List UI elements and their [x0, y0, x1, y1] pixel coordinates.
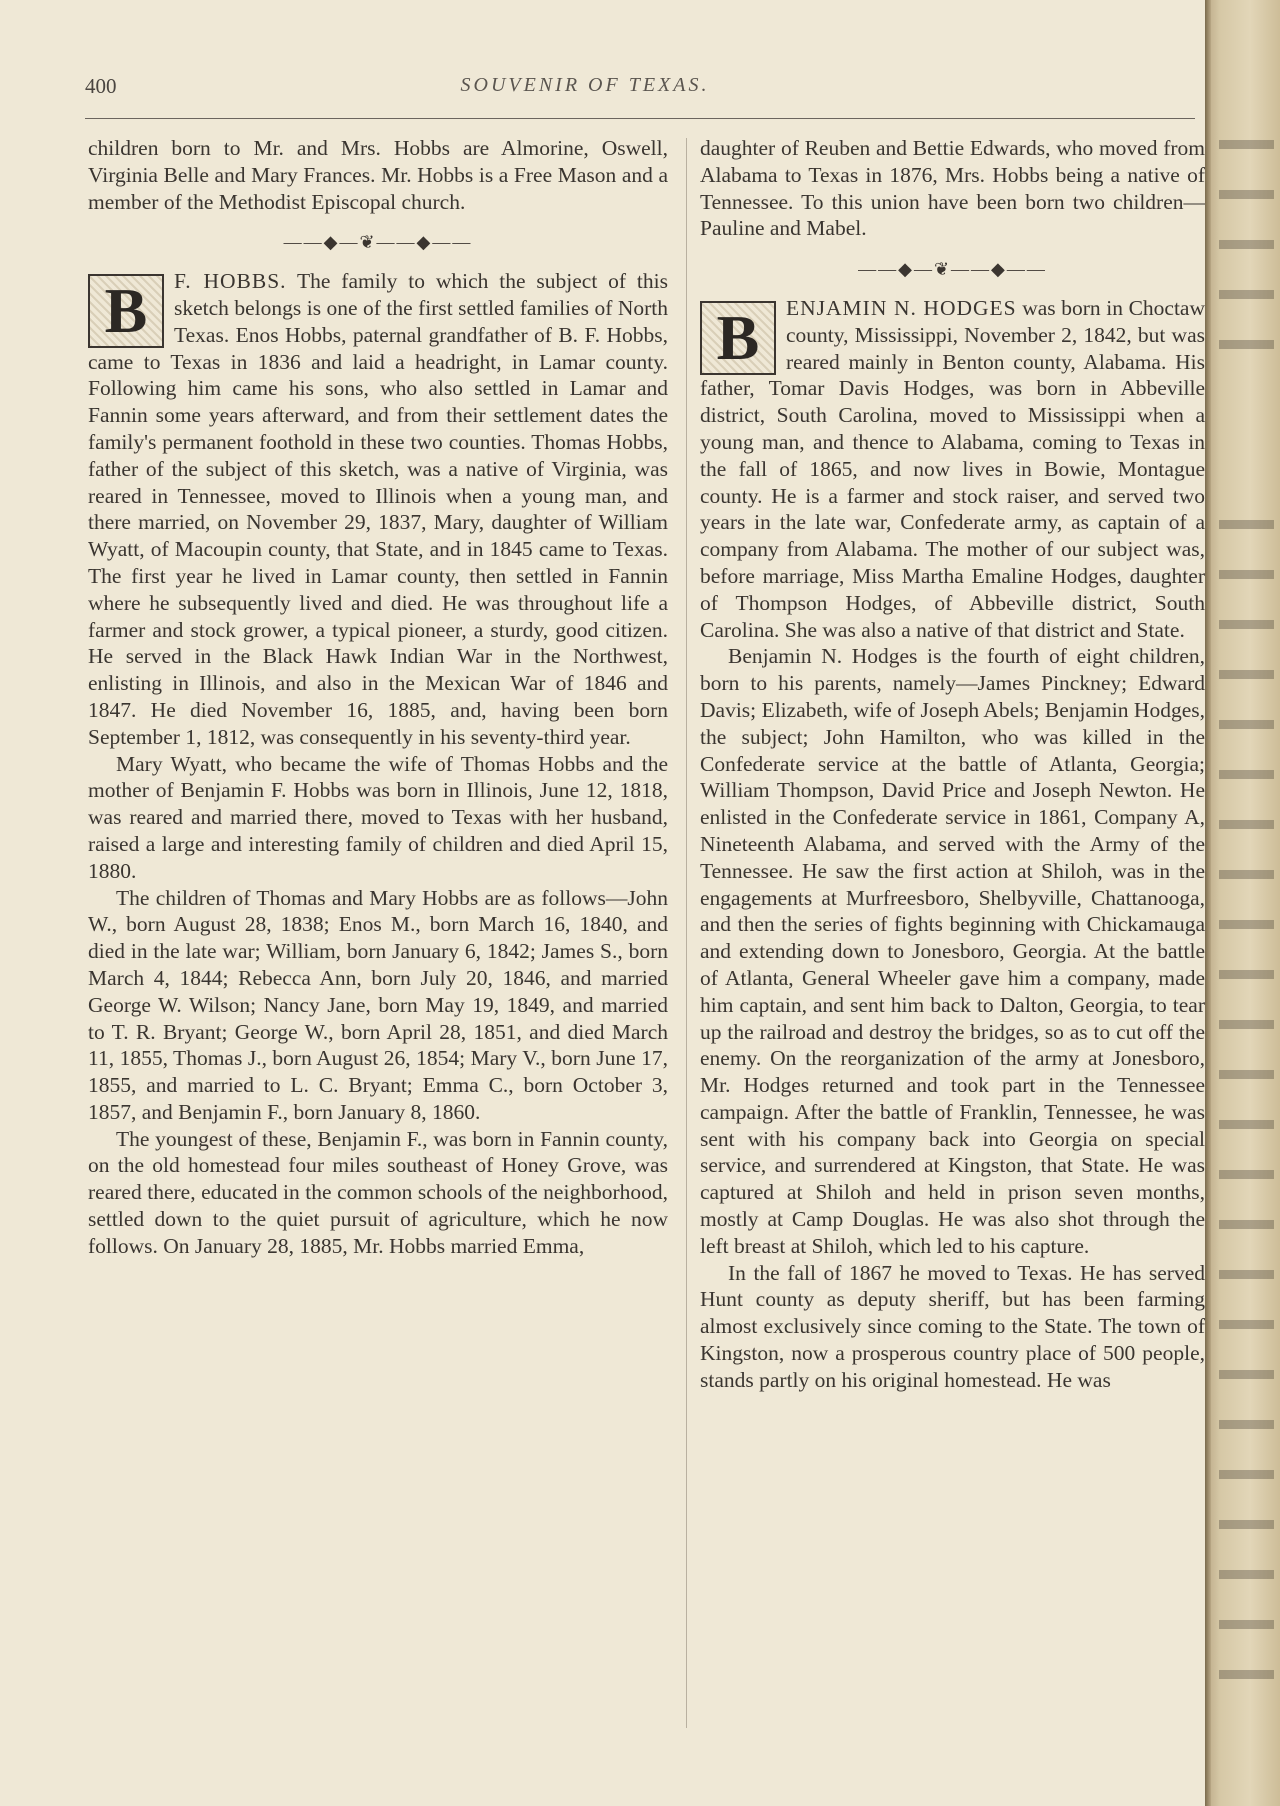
paragraph-text: The family to which the subject of this sketch belongs is one of the first settled families of North Texas. Enos Hobbs, paternal grandfather of B. F. Hobbs, came to Texas in 1836 and laid a headright, in Lamar county. Following him came his sons, who also settled in Lamar and Fannin some years afterward, and from their settlement dates the family's permanent foothold in these two counties. Thomas Hobbs, father of the subject of this sketch, was a native of Virginia, was reared in Tennessee, moved to Illinois when a young man, and there married, on November 29, 1837, Mary, daughter of William Wyatt, of Macoupin county, that State, and in 1845 came to Texas. The first year he lived in Lamar county, then settled in Fannin where he subsequently lived and died. He was throughout life a farmer and stock grower, a typical pioneer, a sturdy, good citizen. He served in the Black Hawk Indian War in the Northwest, enlisting in Illinois, and also in the Mexican War of 1846 and 1847. He died November 16, 1885, and, having been born September 1, 1812, was consequently in his seventy-third year. [88, 269, 668, 749]
sketch-name: ENJAMIN N. HODGES [786, 295, 1017, 320]
adjacent-page-edge [1205, 0, 1280, 1806]
paragraph: In the fall of 1867 he moved to Texas. He has served Hunt county as deputy sheriff, but has been farming almost exclusively since coming to the State. The town of Kingston, now a prosperous country place of 500 people, stands partly on his original homestead. He was [700, 1260, 1205, 1392]
paragraph: Mary Wyatt, who became the wife of Thomas Hobbs and the mother of Benjamin F. Hobbs was born in Illinois, June 12, 1818, was reared and married there, moved to Texas with her husband, raised a large and interesting family of children and died April 15, 1880. [88, 751, 668, 883]
sketch-name: F. HOBBS. [174, 269, 287, 294]
page-number: 400 [85, 74, 117, 98]
running-head: SOUVENIR OF TEXAS. [460, 74, 710, 96]
paragraph-text: was born in Choctaw county, Mississippi, November 2, 1842, but was reared mainly in Benton county, Alabama. His father, Tomar Davis Hodges, was born in Abbeville district, South Carolina, moved to Mississippi when a young man, and thence to Alabama, coming to Texas in the fall of 1865, and now lives in Bowie, Montague county. He is a farmer and stock raiser, and served two years in the late war, Confederate army, as captain of a company from Alabama. The mother of our subject was, before marriage, Miss Martha Emaline Hodges, daughter of Thompson Hodges, of Abbeville district, South Carolina. She was also a native of that district and State. [700, 295, 1205, 642]
column-divider [686, 138, 687, 1728]
page-fold-shadow [1205, 0, 1211, 1806]
paragraph-hodges-intro [700, 295, 1205, 643]
section-ornament: ——◆—❦——◆—— [283, 232, 473, 253]
dropcap-b-icon: B [700, 301, 776, 375]
dropcap-b-icon: B [88, 274, 164, 348]
paragraph: The children of Thomas and Mary Hobbs are as follows—John W., born August 28, 1838; Enos M., born March 16, 1840, and died in the late war; William, born January 6, 1842; James S., born March 4, 1844; Rebecca Ann, born July 20, 1846, and married George W. Wilson; Nancy Jane, born May 19, 1849, and married to T. R. Bryant; George W., born April 28, 1851, and died March 11, 1855, Thomas J., born August 26, 1854; Mary V., born June 17, 1855, and married to L. C. Bryant; Emma C., born October 3, 1857, and Benjamin F., born January 8, 1860. [88, 885, 668, 1124]
page-header [85, 72, 1195, 102]
section-ornament: ——◆—❦——◆—— [858, 259, 1047, 280]
paragraph: daughter of Reuben and Bettie Edwards, who moved from Alabama to Texas in 1876, Mrs. Hobbs being a native of Tennessee. To this union have been born two children—Pauline and Mabel. [700, 136, 1205, 241]
paragraph-hobbs-intro [88, 268, 668, 750]
paragraph: Benjamin N. Hodges is the fourth of eight children, born to his parents, namely—James Pinckney; Edward Davis; Elizabeth, wife of Joseph Abels; Benjamin Hodges, the subject; John Hamilton, who was killed in the Confederate service at the battle of Atlanta, Georgia; William Thompson, David Price and Joseph Newton. He enlisted in the Confederate service in 1861, Company A, Nineteenth Alabama, and served with the Army of the Tennessee. He saw the first action at Shiloh, was in the engagements at Murfreesboro, Shelbyville, Chattanooga, and then the series of fights beginning with Chickamauga and extending down to Jonesboro, Georgia. At the battle of Atlanta, General Wheeler gave him a company, made him captain, and sent him back to Dalton, Georgia, to tear up the railroad and destroy the bridges, so as to cut off the enemy. On the reorganization of the army at Jonesboro, Mr. Hodges returned and took part in the Tennessee campaign. After the battle of Franklin, Tennessee, he was sent with his company back into Georgia on special service, and surrendered at Kingston, that State. He was captured at Shiloh and held in prison seven months, mostly at Camp Douglas. He was also shot through the left breast at Shiloh, which led to his capture. [700, 644, 1205, 1258]
paragraph: The youngest of these, Benjamin F., was born in Fannin county, on the old homestead four miles southeast of Honey Grove, was reared there, educated in the common schools of the neighborhood, settled down to the quiet pursuit of agriculture, which he now follows. On January 28, 1885, Mr. Hobbs married Emma, [88, 1126, 668, 1258]
paragraph: children born to Mr. and Mrs. Hobbs are Almorine, Oswell, Virginia Belle and Mary Frances. Mr. Hobbs is a Free Mason and a member of the Methodist Episcopal church. [88, 136, 668, 214]
header-rule [85, 118, 1195, 119]
left-column [88, 135, 668, 1260]
right-column [700, 135, 1205, 1394]
